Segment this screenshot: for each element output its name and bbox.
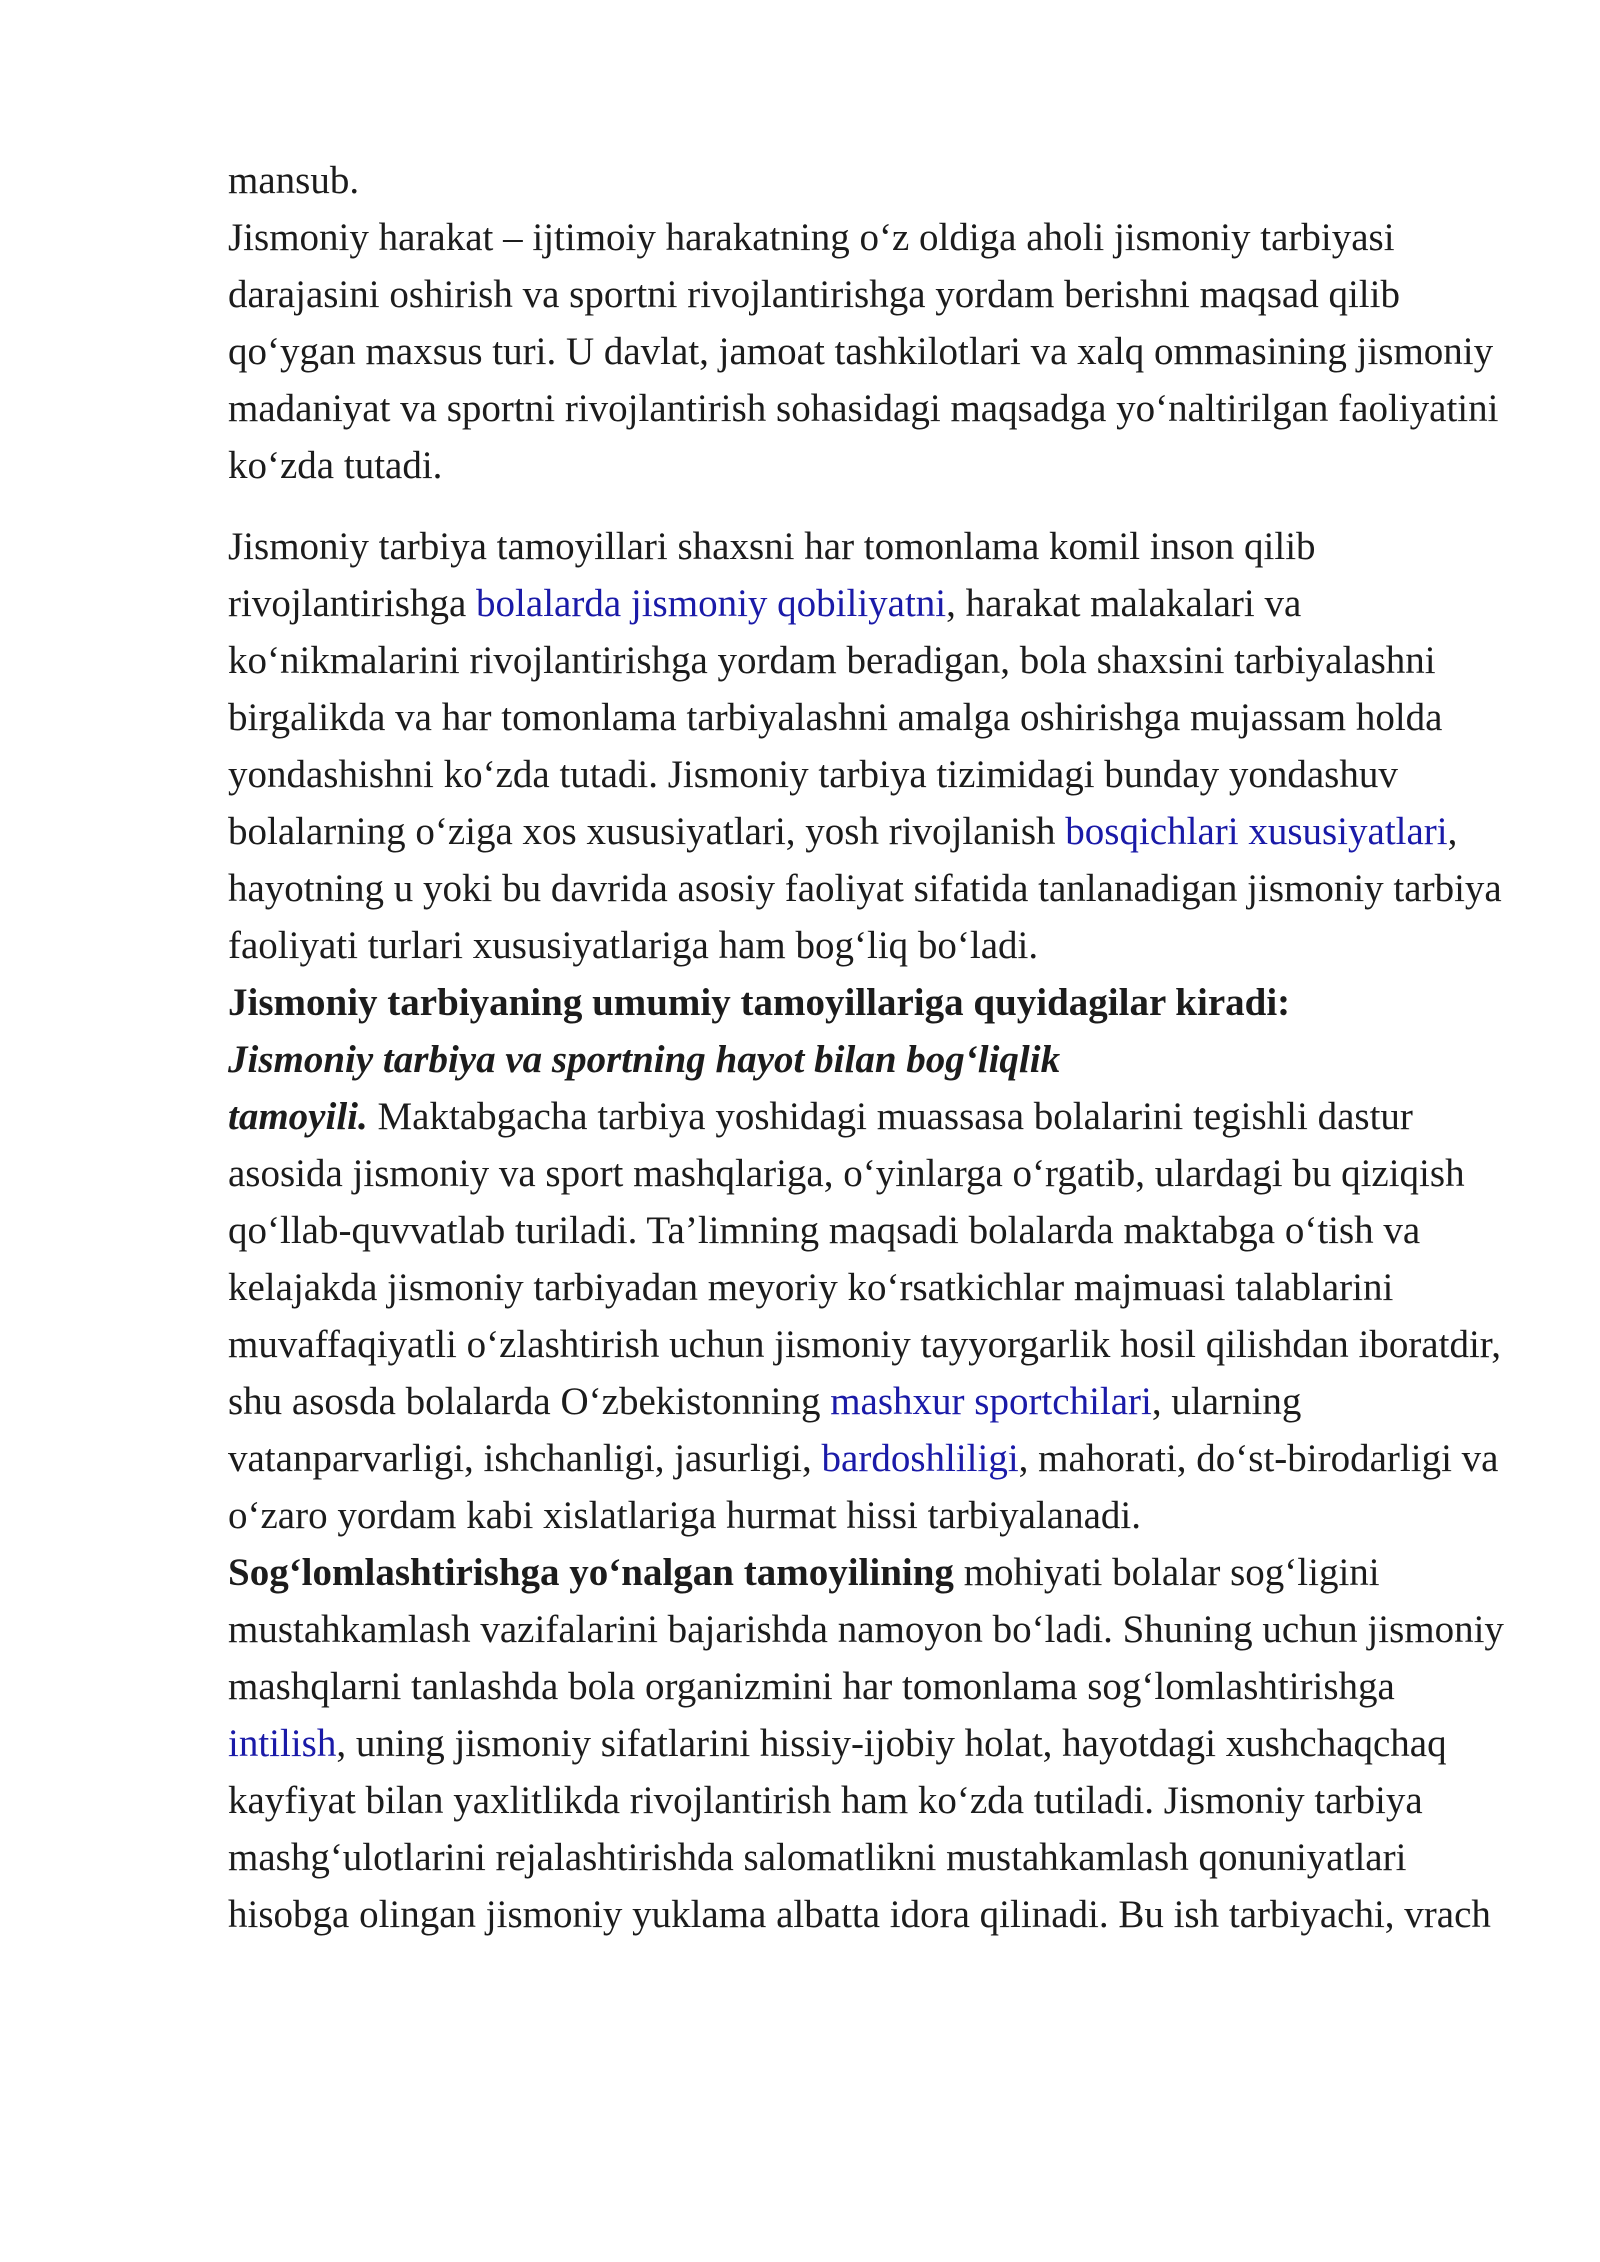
link-mashxur-sportchilari[interactable]: mashxur sportchilari bbox=[830, 1380, 1152, 1423]
heading-text: Jismoniy tarbiyaning umumiy tamoyillariga quyidagilar kiradi: bbox=[228, 981, 1291, 1024]
paragraph-tamoyillar bbox=[228, 518, 1508, 974]
principle-title-line1: Jismoniy tarbiya va sportning hayot bilan bog‘liqlik bbox=[228, 1038, 1061, 1081]
paragraph-soglomlashtirish bbox=[228, 1544, 1508, 1943]
principle-title-line2: tamoyili. bbox=[228, 1095, 368, 1138]
text-segment: , ularning vatanparvarligi, ishchanligi, jasurligi, bbox=[228, 1380, 1302, 1480]
paragraph-hayot-bilan-bogliqlik bbox=[228, 1031, 1508, 1544]
text-segment: , hayotning u yoki bu davrida asosiy faoliyat sifatida tanlanadigan jismoniy tarbiya faoliyati turlari xususiyatlariga ham bog‘liq bo‘ladi. bbox=[228, 810, 1502, 967]
text-segment: , uning jismoniy sifatlarini hissiy-ijobiy holat, hayotdagi xushchaqchaq kayfiyat bilan yaxlitlikda rivojlantirish ham ko‘zda tutiladi. Jismoniy tarbiya mashg‘ulotlarini rejalashtirishda salomatlikni mustahkamlash qonuniyatlari hisobga olingan jismoniy yuklama albatta idora qilinadi. Bu ish tarbiyachi, vrach bbox=[228, 1722, 1491, 1936]
text-segment: , harakat malakalari va ko‘nikmalarini rivojlantirishga yordam beradigan, bola shaxsini tarbiyalashni birgalikda va har tomonlama tarbiyalashni amalga oshirishga mujassam holda yondashishni ko‘zda tutadi. Jismoniy tarbiya tizimidagi bunday yondashuv bolalarning o‘ziga xos xususiyatlari, yosh rivojlanish bbox=[228, 582, 1443, 853]
paragraph-mansub: mansub. bbox=[228, 159, 360, 202]
link-jismoniy-qobiliyat[interactable]: bolalarda jismoniy qobiliyatni bbox=[476, 582, 947, 625]
principle-title-bold: Sog‘lomlashtirishga yo‘nalgan tamoyilining bbox=[228, 1551, 954, 1594]
link-intilish[interactable]: intilish bbox=[228, 1722, 337, 1765]
document-page bbox=[228, 152, 1508, 1943]
paragraph-jismoniy-harakat: Jismoniy harakat – ijtimoiy harakatning o‘z oldiga aholi jismoniy tarbiyasi darajasini oshirish va sportni rivojlantirishga yordam berishni maqsad qilib qo‘ygan maxsus turi. U davlat, jamoat tashkilotlari va xalq ommasining jismoniy madaniyat va sportni rivojlantirish sohasidagi maqsadga yo‘naltirilgan faoliyatini ko‘zda tutadi. bbox=[228, 216, 1499, 487]
text-segment: Maktabgacha tarbiya yoshidagi muassasa bolalarini tegishli dastur asosida jismoniy va sport mashqlariga, o‘yinlarga o‘rgatib, ulardagi bu qiziqish qo‘llab-quvvatlab turiladi. Ta’limning maqsadi bolalarda maktabga o‘tish va kelajakda jismoniy tarbiyadan meyoriy ko‘rsatkichlar majmuasi talablarini muvaffaqiyatli o‘zlashtirish uchun jismoniy tayyorgarlik hosil qilishdan iboratdir, shu asosda bolalarda O‘zbekistonning bbox=[228, 1095, 1501, 1423]
text-segment: mohiyati bolalar sog‘ligini mustahkamlash vazifalarini bajarishda namoyon bo‘ladi. Shuning uchun jismoniy mashqlarni tanlashda bola organizmini har tomonlama sog‘lomlashtirishga bbox=[228, 1551, 1504, 1708]
link-bardoshliligi[interactable]: bardoshliligi bbox=[821, 1437, 1019, 1480]
text-segment: , mahorati, do‘st-birodarligi va o‘zaro yordam kabi xislatlariga hurmat hissi tarbiyalanadi. bbox=[228, 1437, 1499, 1537]
section-heading bbox=[228, 974, 1508, 1031]
link-bosqichlari-xususiyatlari[interactable]: bosqichlari xususiyatlari bbox=[1065, 810, 1448, 853]
text-segment: Jismoniy tarbiya tamoyillari shaxsni har tomonlama komil inson qilib rivojlantirishga bbox=[228, 525, 1316, 625]
